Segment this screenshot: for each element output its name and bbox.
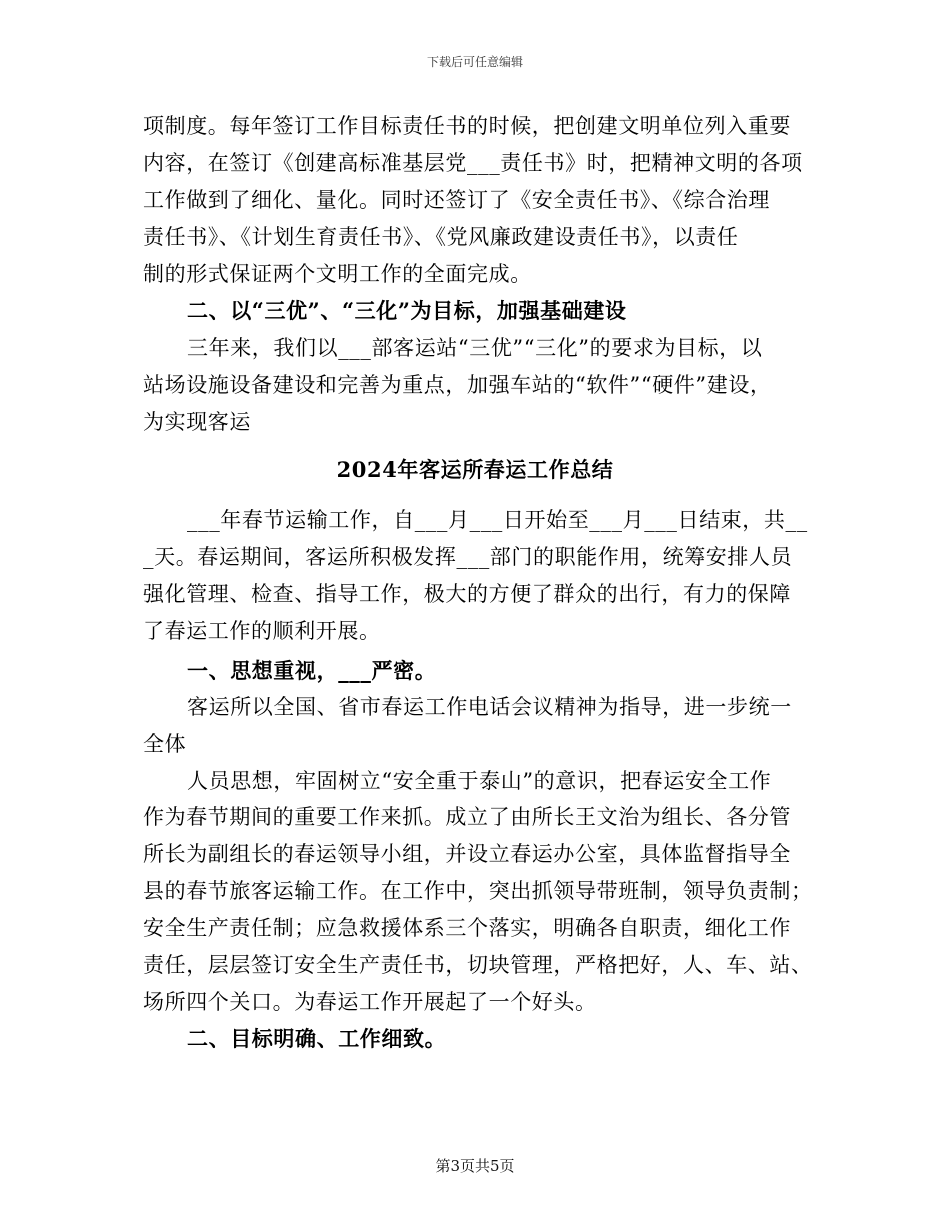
- page-footer: 第3页共5页: [435, 1157, 515, 1175]
- paragraph-line: 客运所以全国、省市春运工作电话会议精神为指导，进一步统一: [187, 695, 792, 719]
- paragraph-line: 了春运工作的顺利开展。: [143, 619, 381, 643]
- paragraph-line: 强化管理、检查、指导工作，极大的方便了群众的出行，有力的保障: [143, 582, 791, 606]
- paragraph-line: 内容，在签订《创建高标准基层党___责任书》时，把精神文明的各项: [143, 151, 803, 175]
- paragraph-line: ___年春节运输工作，自___月___日开始至___月___日结束，共__: [187, 508, 808, 532]
- section-heading: 一、思想重视，___严密。: [187, 658, 437, 683]
- paragraph-line: 制的形式保证两个文明工作的全面完成。: [143, 262, 532, 286]
- paragraph-line: 工作做到了细化、量化。同时还签订了《安全责任书》、《综合治理: [143, 188, 770, 212]
- paragraph-line: 所长为副组长的春运领导小组，并设立春运办公室，具体监督指导全: [143, 842, 791, 866]
- paragraph-line: 三年来，我们以___部客运站“三优”“三化”的要求为目标，以: [187, 336, 763, 360]
- paragraph-line: 场所四个关口。为春运工作开展起了一个好头。: [143, 990, 597, 1014]
- paragraph-line: 为实现客运: [143, 410, 251, 434]
- paragraph-line: 责任，层层签订安全生产责任书，切块管理，严格把好，人、车、站、: [143, 953, 813, 977]
- paragraph-line: 县的春节旅客运输工作。在工作中，突出抓领导带班制，领导负责制；: [143, 879, 813, 903]
- paragraph-line: _天。春运期间，客运所积极发挥___部门的职能作用，统筹安排人员: [143, 545, 793, 569]
- paragraph-line: 责任书》、《计划生育责任书》、《党风廉政建设责任书》，以责任: [143, 225, 739, 249]
- paragraph-line: 作为春节期间的重要工作来抓。成立了由所长王文治为组长、各分管: [143, 805, 791, 829]
- section-heading: 二、以“三优”、“三化”为目标，加强基础建设: [187, 298, 627, 323]
- paragraph-line: 项制度。每年签订工作目标责任书的时候，把创建文明单位列入重要: [143, 114, 791, 138]
- paragraph-line: 全体: [143, 732, 187, 756]
- paragraph-line: 人员思想，牢固树立“安全重于泰山”的意识，把春运安全工作: [187, 769, 772, 793]
- document-title: 2024年客运所春运工作总结: [336, 457, 614, 482]
- section-heading: 二、目标明确、工作细致。: [187, 1026, 447, 1051]
- page-header: 下载后可任意编辑: [426, 55, 523, 69]
- paragraph-line: 安全生产责任制；应急救援体系三个落实，明确各自职责，细化工作: [143, 916, 791, 940]
- paragraph-line: 站场设施设备建设和完善为重点，加强车站的“软件”“硬件”建设，: [143, 373, 772, 397]
